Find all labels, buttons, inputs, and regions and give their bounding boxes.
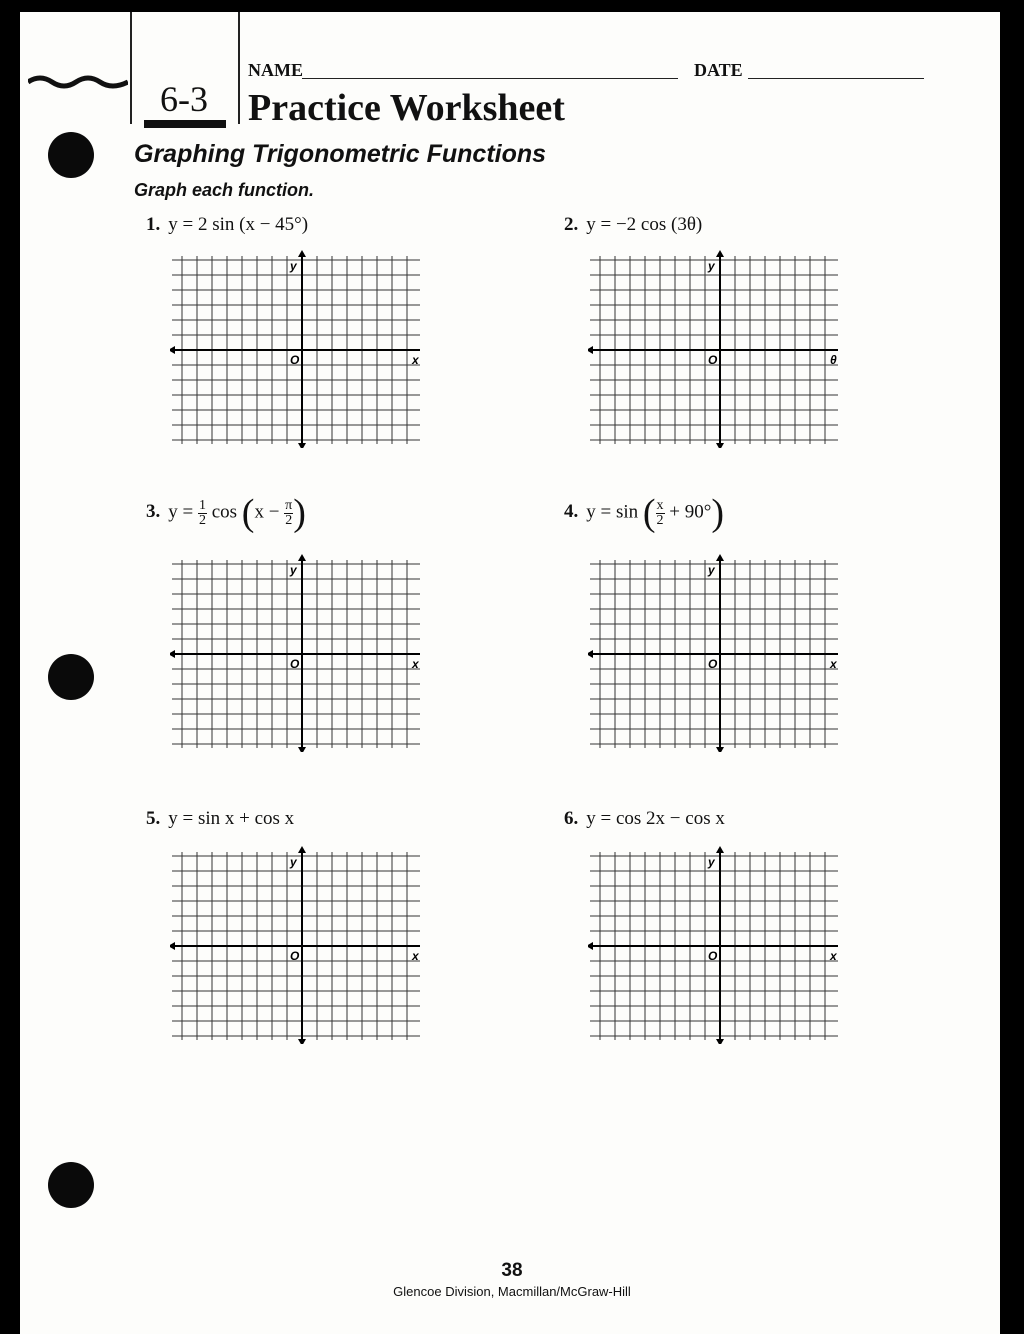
y-axis-down-arrow [298,443,306,448]
origin-label: O [290,949,300,963]
worksheet-page [20,12,1000,1334]
fraction-denominator: 2 [198,512,206,528]
y-axis-down-arrow [716,747,724,752]
page-number: 38 [501,1260,523,1281]
name-label: NAME [248,60,303,80]
x-axis-left-arrow [170,346,175,354]
binder-hole-middle [48,654,94,700]
origin-label: O [290,353,300,367]
fraction-numerator: 1 [198,497,206,513]
graph-grid-1[interactable] [170,248,420,448]
fraction-pi-over-2 [284,499,293,528]
binder-hole-bottom [48,1162,94,1208]
y-axis-label: y [290,259,297,273]
x-axis-label: θ [830,353,837,367]
x-axis-label: x [412,949,419,963]
problem-2-label [564,214,702,236]
problem-equation: y = 2 sin (x − 45°) [168,214,309,235]
y-axis-up-arrow [298,554,306,561]
equation-inner: + 90° [664,501,712,523]
y-axis-down-arrow [716,1039,724,1044]
problem-equation: y = cos 2x − cos x [586,808,725,829]
graph-grid-4[interactable] [588,552,838,752]
problem-6-label [564,808,725,830]
y-axis-label: y [290,563,297,577]
origin-label: O [708,949,718,963]
problem-number: 5. [146,808,161,829]
left-paren: ( [642,492,656,534]
origin-label: O [708,353,718,367]
lesson-underline [144,120,226,128]
graph-grid-2[interactable] [588,248,838,448]
publisher-credit: Glencoe Division, Macmillan/McGraw-Hill [393,1284,631,1299]
x-axis-label: x [412,657,419,671]
torn-edge-squiggle [28,72,128,92]
fraction-denominator: 2 [285,512,293,528]
x-axis-left-arrow [588,346,593,354]
name-field[interactable] [302,78,678,79]
x-axis-label: x [830,657,837,671]
y-axis-up-arrow [716,554,724,561]
y-axis-down-arrow [298,747,306,752]
problem-number: 2. [564,214,579,235]
y-axis-up-arrow [298,846,306,853]
equation-mid: cos [206,501,242,523]
section-subtitle: Graphing Trigonometric Functions [134,140,547,168]
right-paren: ) [293,492,306,534]
problem-number: 3. [146,501,161,523]
x-axis-label: x [830,949,837,963]
problem-equation: y = −2 cos (3θ) [586,214,703,235]
origin-label: O [290,657,300,671]
graph-grid-5[interactable] [170,844,420,1044]
equation-prefix: y = [168,501,198,523]
problem-4-label [564,494,724,532]
problem-equation: y = sin x + cos x [168,808,295,829]
page-title: Practice Worksheet [248,87,565,129]
fraction-x-over-2 [656,499,665,528]
fraction-denominator: 2 [656,512,664,528]
equation-inner: x − [254,501,285,523]
problem-number: 1. [146,214,161,235]
y-axis-label: y [708,259,715,273]
x-axis-left-arrow [588,650,593,658]
lesson-number: 6-3 [160,79,208,119]
problem-number: 4. [564,501,579,523]
problem-5-label [146,808,294,830]
fraction-numerator: x [656,497,664,513]
instructions: Graph each function. [134,180,315,200]
binder-hole-top [48,132,94,178]
y-axis-down-arrow [716,443,724,448]
origin-label: O [708,657,718,671]
y-axis-label: y [290,855,297,869]
problem-number: 6. [564,808,579,829]
y-axis-up-arrow [716,846,724,853]
y-axis-label: y [708,855,715,869]
x-axis-left-arrow [170,942,175,950]
y-axis-label: y [708,563,715,577]
problem-1-label [146,214,308,236]
left-paren: ( [241,492,255,534]
x-axis-left-arrow [588,942,593,950]
y-axis-down-arrow [298,1039,306,1044]
y-axis-up-arrow [716,250,724,257]
x-axis-label: x [412,353,419,367]
graph-grid-3[interactable] [170,552,420,752]
right-paren: ) [711,492,725,534]
date-label: DATE [694,60,743,80]
fraction-one-half [198,499,207,528]
y-axis-up-arrow [298,250,306,257]
problem-3-label [146,494,306,532]
graph-grid-6[interactable] [588,844,838,1044]
equation-prefix: y = sin [586,501,643,523]
fraction-numerator: π [285,497,293,513]
date-field[interactable] [748,78,924,79]
x-axis-left-arrow [170,650,175,658]
